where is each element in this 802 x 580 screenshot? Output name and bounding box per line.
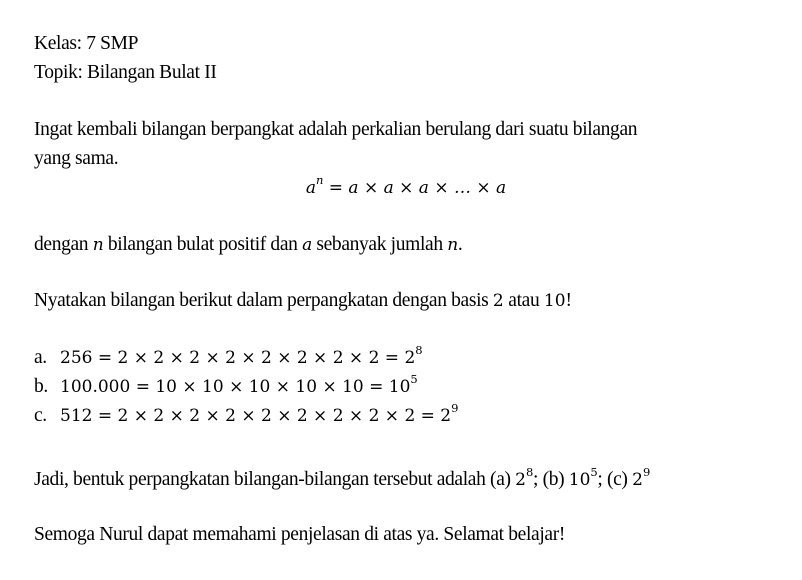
instruction-line: Nyatakan bilangan berikut dalam perpangkatan dengan basis 2 atau 10! <box>34 290 572 311</box>
intro-line-1: Ingat kembali bilangan berpangkat adalah perkalian berulang dari suatu bilangan <box>34 119 638 140</box>
variable-n: n <box>92 235 104 255</box>
answer-label: b. <box>34 376 48 397</box>
conclusion-line: Jadi, bentuk perpangkatan bilangan-bilangan tersebut adalah (a) $2^8$; (b) $10^5$; (c) $2^9$ <box>34 464 650 490</box>
answer-item-b <box>34 371 418 399</box>
answer-expression: 256 = 2 × 2 × 2 × 2 × 2 × 2 × 2 × 2 = 2 <box>60 348 416 368</box>
variable-n: n <box>447 235 458 255</box>
answer-expression: 100.000 = 10 × 10 × 10 × 10 × 10 = 10 <box>60 377 411 397</box>
variable-a: a <box>302 235 312 255</box>
topic-label: Topik: Bilangan Bulat II <box>34 62 217 83</box>
answer-exponent: 8 <box>415 342 423 357</box>
formula-base: a <box>305 178 316 198</box>
formula-exponent: n <box>315 173 324 188</box>
answer-label: c. <box>34 405 47 426</box>
power-formula <box>0 173 802 200</box>
answer-item-a <box>34 342 423 370</box>
formula-rhs: = a × a × a × … × a <box>323 178 507 198</box>
closing-line: Semoga Nurul dapat memahami penjelasan di atas ya. Selamat belajar! <box>34 524 566 545</box>
grade-label: Kelas: 7 SMP <box>34 33 139 54</box>
definition-line: dengan n bilangan bulat positif dan a sebanyak jumlah n. <box>34 234 463 255</box>
answer-expression: 512 = 2 × 2 × 2 × 2 × 2 × 2 × 2 × 2 × 2 = 2 <box>60 406 452 426</box>
answer-exponent: 5 <box>410 371 418 386</box>
answer-item-c <box>34 400 459 428</box>
intro-line-2: yang sama. <box>34 148 119 169</box>
answer-exponent: 9 <box>451 400 459 415</box>
answer-label: a. <box>34 347 47 368</box>
